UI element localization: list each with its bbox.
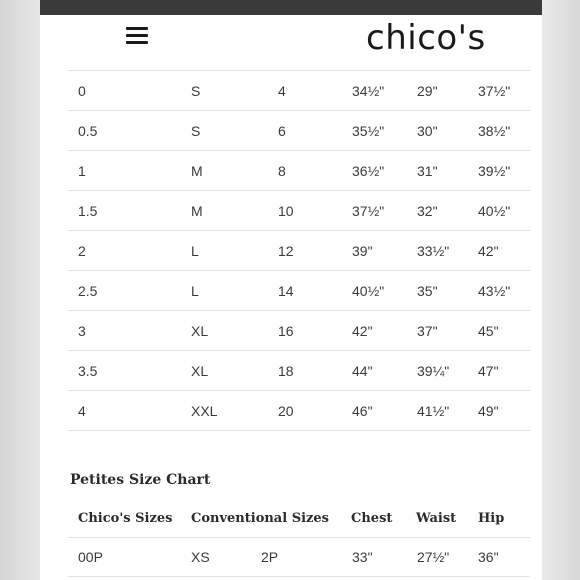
letter-size-cell: XL [191,363,209,379]
waist-cell: 33½" [417,243,450,259]
chicos-size-cell: 1 [78,163,86,179]
column-header-chicos-sizes: Chico's Sizes [78,511,173,526]
column-header-hip: Hip [478,511,505,526]
column-header-conventional-sizes: Conventional Sizes [191,511,329,526]
table-row [68,151,530,191]
site-header [40,15,542,61]
misses-size-table [40,70,542,431]
table-row [68,311,530,351]
chest-cell: 46" [352,403,373,419]
conventional-size-cell: 10 [278,203,294,219]
chicos-logo[interactable]: chico's [366,18,486,58]
letter-size-cell: XXL [191,403,218,419]
conventional-size-cell: 16 [278,323,294,339]
chest-cell: 39" [352,243,373,259]
petites-table-header [68,497,530,538]
letter-size-cell: XS [191,549,210,565]
chicos-size-cell: 2 [78,243,86,259]
letter-size-cell: L [191,283,199,299]
table-row [68,70,530,111]
chest-cell: 40½" [352,283,385,299]
chicos-size-cell: 1.5 [78,203,98,219]
letter-size-cell: L [191,243,199,259]
conventional-size-cell: 8 [278,163,286,179]
waist-cell: 29" [417,83,438,99]
conventional-size-cell: 12 [278,243,294,259]
table-row [68,111,530,151]
photo-frame-right [542,0,580,580]
table-row [68,191,530,231]
chest-cell: 36½" [352,163,385,179]
chest-cell: 35½" [352,123,385,139]
waist-cell: 39¼" [417,363,450,379]
hip-cell: 47" [478,363,499,379]
chest-cell: 34½" [352,83,385,99]
column-header-chest: Chest [351,511,393,526]
waist-cell: 27½" [417,549,450,565]
waist-cell: 30" [417,123,438,139]
hip-cell: 36" [478,549,499,565]
conventional-size-cell: 20 [278,403,294,419]
hip-cell: 37½" [478,83,511,99]
chicos-size-cell: 2.5 [78,283,98,299]
chest-cell: 42" [352,323,373,339]
chest-cell: 33" [352,549,373,565]
chicos-size-cell: 0 [78,83,86,99]
hip-cell: 38½" [478,123,511,139]
table-row [68,271,530,311]
conventional-size-cell: 2P [261,549,279,565]
conventional-size-cell: 18 [278,363,294,379]
table-row [68,231,530,271]
waist-cell: 32" [417,203,438,219]
chicos-size-cell: 00P [78,549,103,565]
size-chart-page [40,0,542,580]
letter-size-cell: S [191,83,201,99]
letter-size-cell: S [191,123,201,139]
chicos-size-cell: 3.5 [78,363,98,379]
chest-cell: 37½" [352,203,385,219]
table-row [68,351,530,391]
column-header-waist: Waist [416,511,457,526]
waist-cell: 35" [417,283,438,299]
table-row [68,391,530,431]
waist-cell: 37" [417,323,438,339]
chicos-size-cell: 3 [78,323,86,339]
hip-cell: 42" [478,243,499,259]
hip-cell: 43½" [478,283,511,299]
browser-top-bar [40,0,542,15]
conventional-size-cell: 14 [278,283,294,299]
chicos-size-cell: 4 [78,403,86,419]
waist-cell: 41½" [417,403,450,419]
hip-cell: 39½" [478,163,511,179]
petites-table-row [68,538,530,577]
hamburger-menu-icon[interactable] [126,27,148,45]
photo-frame-left [0,0,40,580]
letter-size-cell: M [191,163,203,179]
conventional-size-cell: 6 [278,123,286,139]
letter-size-cell: XL [191,323,209,339]
petites-section-title: Petites Size Chart [70,472,211,488]
hip-cell: 49" [478,403,499,419]
conventional-size-cell: 4 [278,83,286,99]
letter-size-cell: M [191,203,203,219]
chicos-size-cell: 0.5 [78,123,98,139]
hip-cell: 40½" [478,203,511,219]
chest-cell: 44" [352,363,373,379]
hip-cell: 45" [478,323,499,339]
waist-cell: 31" [417,163,438,179]
